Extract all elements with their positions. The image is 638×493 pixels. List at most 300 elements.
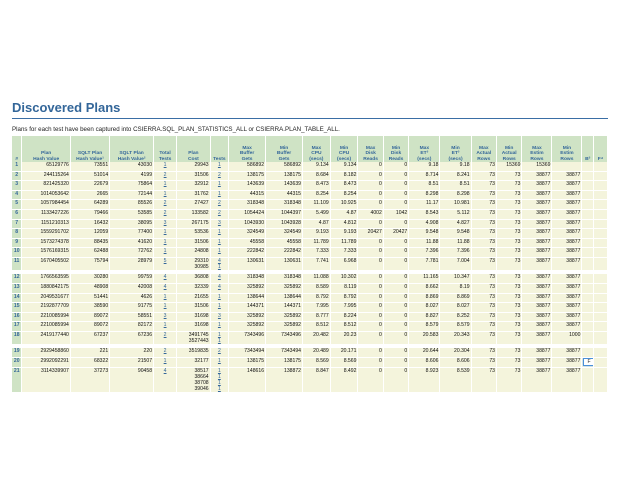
table-row xyxy=(12,210,608,220)
table-cell: 21507 xyxy=(110,358,154,368)
table-cell: 38877 xyxy=(552,368,582,394)
title-divider xyxy=(12,118,608,119)
table-cell: 8.182 xyxy=(331,172,359,182)
tests-link[interactable]: 1 xyxy=(211,294,229,304)
tests-link[interactable]: 1 xyxy=(211,239,229,249)
table-cell: 0 xyxy=(358,274,383,284)
f4-cell xyxy=(594,191,608,201)
table-cell: 0 xyxy=(384,220,409,230)
f-flag-cell xyxy=(582,303,594,313)
table-cell: 12059 xyxy=(71,229,110,239)
table-cell: 10.302 xyxy=(331,274,359,284)
f-flag-cell xyxy=(582,172,594,182)
table-cell: 73 xyxy=(472,191,497,201)
row-number: 6 xyxy=(12,210,22,220)
table-cell: 8.492 xyxy=(331,368,359,394)
table-cell: 8.543 xyxy=(409,210,440,220)
table-cell: 325892 xyxy=(229,284,266,294)
table-cell: 4199 xyxy=(110,172,154,182)
table-cell: 32912 xyxy=(177,181,210,191)
table-cell: 0 xyxy=(358,303,383,313)
f4-cell xyxy=(594,322,608,332)
table-cell: 38877 xyxy=(522,313,552,323)
table-cell: 8.579 xyxy=(440,322,471,332)
table-cell: 73 xyxy=(497,181,522,191)
tests-link[interactable]: 2 xyxy=(211,200,229,210)
f-flag-cell xyxy=(582,284,594,294)
total-tests-link[interactable]: 1 xyxy=(154,358,177,368)
table-cell: 73 xyxy=(497,368,522,394)
table-cell: 144371 xyxy=(229,303,266,313)
table-row xyxy=(12,239,608,249)
table-cell: 73 xyxy=(497,303,522,313)
table-cell: 75864 xyxy=(110,181,154,191)
table-cell: 24808 xyxy=(177,248,210,258)
table-cell: 8.569 xyxy=(303,358,331,368)
table-cell: 73 xyxy=(472,162,497,172)
table-cell: 2210085994 xyxy=(22,322,71,332)
table-cell: 130631 xyxy=(229,258,266,271)
table-cell: 82172 xyxy=(110,322,154,332)
table-cell: 38877 xyxy=(552,248,582,258)
table-cell: 38877 xyxy=(552,210,582,220)
table-cell: 7.396 xyxy=(440,248,471,258)
table-cell: 41620 xyxy=(110,239,154,249)
table-row xyxy=(12,229,608,239)
table-row xyxy=(12,303,608,313)
table-cell: 0 xyxy=(384,191,409,201)
table-cell: 73 xyxy=(497,258,522,271)
table-cell: 73 xyxy=(472,303,497,313)
table-cell: 0 xyxy=(384,248,409,258)
tests-link[interactable]: 1 xyxy=(211,229,229,239)
table-cell: 73 xyxy=(472,239,497,249)
table-cell: 148616 xyxy=(229,368,266,394)
table-cell: 73 xyxy=(497,172,522,182)
table-cell: 73 xyxy=(472,258,497,271)
table-cell: 38517 38664 38708 39046 xyxy=(177,368,210,394)
table-row xyxy=(12,191,608,201)
table-cell: 138644 xyxy=(229,294,266,304)
table-cell: 8.51 xyxy=(409,181,440,191)
table-cell: 267175 xyxy=(177,220,210,230)
table-cell: 0 xyxy=(384,358,409,368)
total-tests-link[interactable]: 3 xyxy=(154,313,177,323)
table-cell: 38877 xyxy=(552,348,582,358)
tests-link[interactable]: 1 xyxy=(211,181,229,191)
table-cell: 16432 xyxy=(71,220,110,230)
table-cell: 73 xyxy=(472,172,497,182)
table-row xyxy=(12,181,608,191)
table-cell: 38877 xyxy=(552,181,582,191)
table-cell: 1880842175 xyxy=(22,284,71,294)
table-cell: 38877 xyxy=(522,248,552,258)
column-header: Min Estim Rows xyxy=(552,136,582,162)
table-cell: 20427 xyxy=(358,229,383,239)
table-cell: 4.812 xyxy=(331,220,359,230)
row-number: 12 xyxy=(12,274,22,284)
f4-cell xyxy=(594,239,608,249)
table-cell: 38877 xyxy=(522,220,552,230)
table-cell: 8.847 xyxy=(303,368,331,394)
table-cell: 1573274378 xyxy=(22,239,71,249)
table-cell: 0 xyxy=(358,200,383,210)
table-cell: 0 xyxy=(358,313,383,323)
table-cell: 38877 xyxy=(552,274,582,284)
tests-link[interactable]: 4 xyxy=(211,274,229,284)
tests-link[interactable]: 1 1 xyxy=(211,332,229,345)
row-number: 2 xyxy=(12,172,22,182)
table-cell: 9.134 xyxy=(331,162,359,172)
table-cell: 138175 xyxy=(229,358,266,368)
table-cell: 38877 xyxy=(522,200,552,210)
table-cell: 0 xyxy=(384,239,409,249)
table-cell: 7.333 xyxy=(331,248,359,258)
table-cell: 325892 xyxy=(229,313,266,323)
table-cell: 8.792 xyxy=(303,294,331,304)
total-tests-link[interactable]: 2 xyxy=(154,348,177,358)
tests-link[interactable]: 3 xyxy=(211,313,229,323)
table-cell: 73 xyxy=(497,248,522,258)
table-cell: 1057984454 xyxy=(22,200,71,210)
table-cell: 73 xyxy=(472,210,497,220)
table-cell: 2192877709 xyxy=(22,303,71,313)
table-cell: 38877 xyxy=(522,303,552,313)
f-flag-cell xyxy=(582,294,594,304)
table-body xyxy=(12,162,608,393)
table-cell: 0 xyxy=(358,248,383,258)
total-tests-link[interactable]: 4 xyxy=(154,368,177,394)
table-cell: 138175 xyxy=(229,172,266,182)
table-cell: 73 xyxy=(472,368,497,394)
table-cell: 8.473 xyxy=(331,181,359,191)
total-tests-link[interactable]: 2 xyxy=(154,210,177,220)
table-cell: 4.827 xyxy=(440,220,471,230)
table-cell: 38877 xyxy=(522,181,552,191)
f-flag-cell xyxy=(582,220,594,230)
table-row xyxy=(12,200,608,210)
column-header: Min Buffer Gets xyxy=(266,136,303,162)
table-cell: 3519835 xyxy=(177,348,210,358)
table-cell: 138872 xyxy=(266,368,303,394)
table-cell: 9.18 xyxy=(409,162,440,172)
table-cell: 88435 xyxy=(71,239,110,249)
table-cell: 325892 xyxy=(266,313,303,323)
table-cell: 38877 xyxy=(522,172,552,182)
row-number: 15 xyxy=(12,303,22,313)
table-cell: 130631 xyxy=(266,258,303,271)
table-cell: 20427 xyxy=(384,229,409,239)
total-tests-link[interactable]: 1 xyxy=(154,239,177,249)
table-cell: 318348 xyxy=(266,200,303,210)
total-tests-link[interactable]: 1 xyxy=(154,303,177,313)
table-cell: 0 xyxy=(358,162,383,172)
row-number: 17 xyxy=(12,322,22,332)
table-cell: 73 xyxy=(497,191,522,201)
f-flag-badge[interactable]: F xyxy=(583,358,594,366)
total-tests-link[interactable]: 4 xyxy=(154,284,177,294)
tests-link[interactable]: 2 xyxy=(211,210,229,220)
table-cell: 38877 xyxy=(522,274,552,284)
f4-cell xyxy=(594,220,608,230)
table-cell: 8.241 xyxy=(440,172,471,182)
table-cell: 11.88 xyxy=(440,239,471,249)
table-cell: 38877 xyxy=(522,284,552,294)
row-number: 16 xyxy=(12,313,22,323)
table-cell: 73 xyxy=(497,210,522,220)
table-cell: 1576169315 xyxy=(22,248,71,258)
f-flag-cell xyxy=(582,248,594,258)
table-cell: 67236 xyxy=(110,332,154,345)
total-tests-link[interactable]: 2 xyxy=(154,332,177,345)
row-number: 3 xyxy=(12,181,22,191)
tests-link[interactable]: 1 xyxy=(211,322,229,332)
f-flag-cell xyxy=(582,368,594,394)
table-cell: 38877 xyxy=(552,258,582,271)
table-cell: 324549 xyxy=(229,229,266,239)
table-cell: 51014 xyxy=(71,172,110,182)
table-cell: 11.088 xyxy=(303,274,331,284)
table-cell: 32177 xyxy=(177,358,210,368)
table-cell: 38877 xyxy=(552,172,582,182)
total-tests-link[interactable]: 1 xyxy=(154,181,177,191)
table-cell: 7.004 xyxy=(440,258,471,271)
table-cell: 85526 xyxy=(110,200,154,210)
table-cell: 73 xyxy=(497,313,522,323)
table-cell: 8.254 xyxy=(303,191,331,201)
column-header: Min Disk Reads xyxy=(384,136,409,162)
table-cell: 38877 xyxy=(552,303,582,313)
table-cell: 20.644 xyxy=(409,348,440,358)
table-cell: 1670405502 xyxy=(22,258,71,271)
table-cell: 20.171 xyxy=(331,348,359,358)
table-cell: 38877 xyxy=(552,191,582,201)
table-cell: 67237 xyxy=(71,332,110,345)
table-cell: 11.88 xyxy=(409,239,440,249)
total-tests-link[interactable]: 1 xyxy=(154,191,177,201)
table-cell: 143639 xyxy=(266,181,303,191)
table-cell: 62488 xyxy=(71,248,110,258)
f4-cell xyxy=(594,368,608,394)
table-cell: 36808 xyxy=(177,274,210,284)
table-cell: 68322 xyxy=(71,358,110,368)
table-cell: 38877 xyxy=(522,239,552,249)
tests-link[interactable]: 1 xyxy=(211,162,229,172)
table-cell: 5.112 xyxy=(440,210,471,220)
table-cell: 220 xyxy=(110,348,154,358)
table-cell: 1559291702 xyxy=(22,229,71,239)
f-flag-cell xyxy=(582,274,594,284)
tests-link[interactable]: 1 xyxy=(211,303,229,313)
table-row xyxy=(12,322,608,332)
f-flag-cell xyxy=(582,200,594,210)
table-cell: 143639 xyxy=(229,181,266,191)
f-flag-cell xyxy=(582,181,594,191)
column-header: SQLT Plan Hash Value² xyxy=(110,136,154,162)
total-tests-link[interactable]: 1 xyxy=(154,248,177,258)
table-cell: 73 xyxy=(472,322,497,332)
table-cell: 8.662 xyxy=(409,284,440,294)
f-flag-cell xyxy=(582,258,594,271)
table-cell: 138175 xyxy=(266,358,303,368)
table-cell: 8.569 xyxy=(331,358,359,368)
total-tests-link[interactable]: 2 xyxy=(154,200,177,210)
tests-link[interactable]: 3 xyxy=(211,220,229,230)
table-cell: 2665 xyxy=(71,191,110,201)
table-cell: 73 xyxy=(497,284,522,294)
tests-link[interactable]: 1 xyxy=(211,358,229,368)
f4-cell xyxy=(594,313,608,323)
table-cell: 30280 xyxy=(71,274,110,284)
table-cell: 28979 xyxy=(110,258,154,271)
table-cell: 1766563595 xyxy=(22,274,71,284)
table-cell: 3491745 3527443 xyxy=(177,332,210,345)
table-cell: 8.539 xyxy=(440,368,471,394)
table-cell: 31506 xyxy=(177,172,210,182)
table-row xyxy=(12,348,608,358)
table-cell: 38877 xyxy=(522,348,552,358)
table-cell: 11.789 xyxy=(331,239,359,249)
discovered-plans-table xyxy=(12,136,608,393)
table-cell: 73 xyxy=(497,274,522,284)
total-tests-link[interactable]: 1 xyxy=(154,162,177,172)
table-cell: 38877 xyxy=(522,368,552,394)
f4-cell xyxy=(594,181,608,191)
table-cell: 64289 xyxy=(71,200,110,210)
table-cell: 73 xyxy=(472,200,497,210)
table-cell: 244115264 xyxy=(22,172,71,182)
table-cell: 38877 xyxy=(522,332,552,345)
table-cell: 1044397 xyxy=(266,210,303,220)
table-cell: 3114339907 xyxy=(22,368,71,394)
row-number: 5 xyxy=(12,200,22,210)
row-number: 19 xyxy=(12,348,22,358)
table-cell: 138175 xyxy=(266,172,303,182)
table-cell: 8.923 xyxy=(409,368,440,394)
table-cell: 8.777 xyxy=(303,313,331,323)
table-cell: 8.589 xyxy=(303,284,331,294)
f4-cell xyxy=(594,303,608,313)
table-cell: 38877 xyxy=(552,284,582,294)
f4-cell xyxy=(594,229,608,239)
table-cell: 0 xyxy=(384,368,409,394)
f4-cell xyxy=(594,200,608,210)
table-cell: 38877 xyxy=(552,220,582,230)
f-flag-cell xyxy=(582,239,594,249)
table-cell: 1042 xyxy=(384,210,409,220)
table-cell: 38095 xyxy=(110,220,154,230)
f4-cell xyxy=(594,210,608,220)
table-cell: 1043930 xyxy=(229,220,266,230)
table-cell: 138644 xyxy=(266,294,303,304)
column-header: Max Disk Reads xyxy=(358,136,383,162)
row-number: 4 xyxy=(12,191,22,201)
table-cell: 44315 xyxy=(229,191,266,201)
row-number: 9 xyxy=(12,239,22,249)
table-cell: 73 xyxy=(497,358,522,368)
column-header: Min Actual Rows xyxy=(497,136,522,162)
table-cell: 4.87 xyxy=(303,220,331,230)
table-cell: 0 xyxy=(358,239,383,249)
table-cell: 8.224 xyxy=(331,313,359,323)
table-cell: 2049531677 xyxy=(22,294,71,304)
tests-link[interactable]: 1 xyxy=(211,248,229,258)
table-cell: 0 xyxy=(384,284,409,294)
tests-link[interactable]: 1 xyxy=(211,191,229,201)
total-tests-link[interactable]: 3 xyxy=(154,220,177,230)
f4-cell xyxy=(594,348,608,358)
table-cell: 72762 xyxy=(110,248,154,258)
column-header: Tests xyxy=(211,136,229,162)
table-cell: 324549 xyxy=(266,229,303,239)
table-cell: 0 xyxy=(358,332,383,345)
tests-link[interactable]: 4 xyxy=(211,284,229,294)
row-number: 18 xyxy=(12,332,22,345)
table-cell: 318348 xyxy=(229,274,266,284)
total-tests-link[interactable]: 5 xyxy=(154,258,177,271)
table-cell: 7.781 xyxy=(409,258,440,271)
table-cell xyxy=(552,162,582,172)
row-number: 11 xyxy=(12,258,22,271)
table-cell: 11.17 xyxy=(409,200,440,210)
total-tests-link[interactable]: 2 xyxy=(154,172,177,182)
table-cell: 9.193 xyxy=(303,229,331,239)
table-row xyxy=(12,294,608,304)
table-cell: 9.548 xyxy=(440,229,471,239)
tests-link[interactable]: 2 xyxy=(211,172,229,182)
table-cell: 73 xyxy=(497,348,522,358)
table-cell: 133582 xyxy=(177,210,210,220)
table-cell: 45558 xyxy=(229,239,266,249)
table-cell: 38877 xyxy=(552,200,582,210)
table-cell: 0 xyxy=(358,181,383,191)
table-cell: 90458 xyxy=(110,368,154,394)
table-cell: 73 xyxy=(472,284,497,294)
table-cell: 325892 xyxy=(266,322,303,332)
table-cell: 73 xyxy=(497,220,522,230)
table-cell: 4.908 xyxy=(409,220,440,230)
total-tests-link[interactable]: 1 xyxy=(154,322,177,332)
table-cell: 91775 xyxy=(110,303,154,313)
table-cell: 51441 xyxy=(71,294,110,304)
table-cell: 31506 xyxy=(177,239,210,249)
total-tests-link[interactable]: 1 xyxy=(154,294,177,304)
tests-link[interactable]: 2 xyxy=(211,348,229,358)
table-cell: 89072 xyxy=(71,313,110,323)
table-cell: 38877 xyxy=(522,358,552,368)
table-cell: 0 xyxy=(358,322,383,332)
table-cell: 73 xyxy=(497,322,522,332)
tests-link[interactable]: 4 1 xyxy=(211,258,229,271)
f4-cell xyxy=(594,248,608,258)
f-flag-cell xyxy=(582,313,594,323)
table-cell: 586892 xyxy=(266,162,303,172)
tests-link[interactable]: 1 1 1 1 xyxy=(211,368,229,394)
table-row xyxy=(12,368,608,394)
table-cell: 38877 xyxy=(522,258,552,271)
total-tests-link[interactable]: 4 xyxy=(154,274,177,284)
table-cell: 73 xyxy=(472,220,497,230)
total-tests-link[interactable]: 1 xyxy=(154,229,177,239)
table-cell: 0 xyxy=(384,294,409,304)
table-cell: 72144 xyxy=(110,191,154,201)
table-cell: 5.499 xyxy=(303,210,331,220)
table-cell: 9.134 xyxy=(303,162,331,172)
column-header: F⁴ xyxy=(594,136,608,162)
f4-cell xyxy=(594,258,608,271)
table-cell: 20.343 xyxy=(440,332,471,345)
table-cell: 7343496 xyxy=(266,332,303,345)
